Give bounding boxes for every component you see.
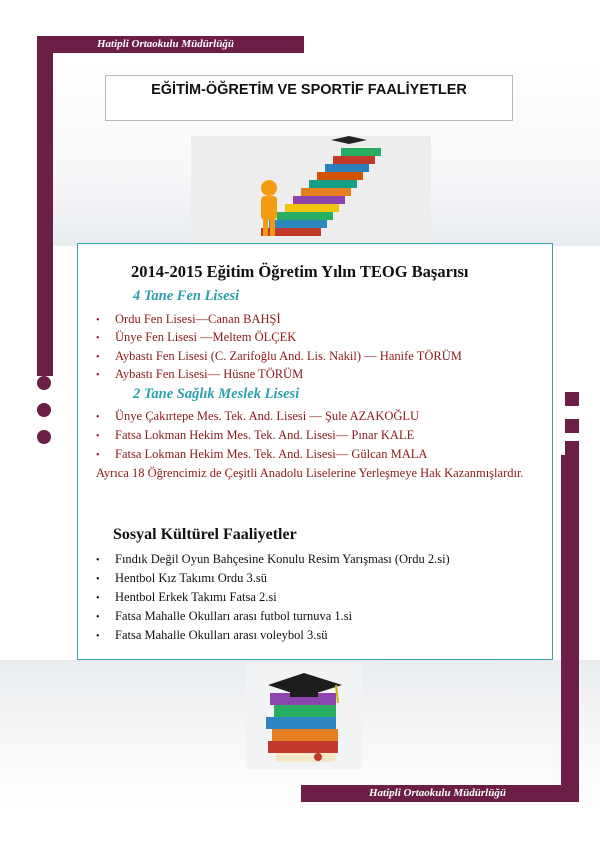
- list-item: • Hentbol Kız Takımı Ordu 3.sü: [96, 571, 268, 585]
- list-item: • Fatsa Lokman Hekim Mes. Tek. And. Lisesi— Gülcan MALA: [96, 447, 428, 461]
- list-item: • Aybastı Fen Lisesi— Hüsne TÖRÜM: [96, 367, 304, 381]
- header-banner: Hatipli Ortaokulu Müdürlüğü: [37, 36, 304, 53]
- bullet-icon: •: [96, 574, 100, 585]
- placement-note: Ayrıca 18 Öğrencimiz de Çeşitli Anadolu Liselerine Yerleşmeye Hak Kazanmışlardır.: [96, 466, 524, 480]
- graduation-books-illustration: [246, 663, 362, 769]
- decorative-dot: [37, 430, 51, 444]
- decorative-square: [565, 441, 579, 455]
- social-heading: Sosyal Kültürel Faaliyetler: [113, 526, 297, 543]
- bullet-icon: •: [96, 555, 100, 566]
- bullet-icon: •: [96, 352, 100, 363]
- list-item: • Ünye Çakırtepe Mes. Tek. And. Lisesi — Şule AZAKOĞLU: [96, 409, 420, 423]
- list-item: • Ünye Fen Lisesi —Meltem ÖLÇEK: [96, 330, 297, 344]
- group2-title: 2 Tane Sağlık Meslek Lisesi: [133, 386, 300, 402]
- decorative-square: [565, 392, 579, 406]
- list-item: • Fatsa Lokman Hekim Mes. Tek. And. Lisesi— Pınar KALE: [96, 428, 415, 442]
- bullet-icon: •: [96, 631, 100, 642]
- left-decorative-bar: [37, 36, 53, 376]
- list-item: • Fatsa Mahalle Okulları arası voleybol 3.sü: [96, 628, 328, 642]
- decorative-dot: [37, 376, 51, 390]
- bullet-icon: •: [96, 431, 100, 442]
- list-item: • Fındık Değil Oyun Bahçesine Konulu Resim Yarışması (Ordu 2.si): [96, 552, 450, 566]
- right-decorative-bar: [561, 455, 579, 802]
- bullet-icon: •: [96, 333, 100, 344]
- list-item: • Aybastı Fen Lisesi (C. Zarifoğlu And. Lis. Nakil) — Hanife TÖRÜM: [96, 349, 462, 363]
- bullet-icon: •: [96, 593, 100, 604]
- decorative-square: [565, 419, 579, 433]
- decorative-dot: [37, 403, 51, 417]
- page-title: EĞİTİM-ÖĞRETİM VE SPORTİF FAALİYETLER: [105, 75, 513, 121]
- list-item: • Ordu Fen Lisesi—Canan BAHŞİ: [96, 312, 281, 326]
- list-item: • Hentbol Erkek Takımı Fatsa 2.si: [96, 590, 277, 604]
- bullet-icon: •: [96, 412, 100, 423]
- list-item: • Fatsa Mahalle Okulları arası futbol turnuva 1.si: [96, 609, 353, 623]
- bullet-icon: •: [96, 450, 100, 461]
- footer-banner: Hatipli Ortaokulu Müdürlüğü: [301, 785, 579, 802]
- bullet-icon: •: [96, 315, 100, 326]
- bullet-icon: •: [96, 370, 100, 381]
- teog-heading: 2014-2015 Eğitim Öğretim Yılın TEOG Başarısı: [131, 262, 469, 281]
- stairs-illustration: [191, 136, 431, 244]
- bullet-icon: •: [96, 612, 100, 623]
- group1-title: 4 Tane Fen Lisesi: [133, 288, 240, 304]
